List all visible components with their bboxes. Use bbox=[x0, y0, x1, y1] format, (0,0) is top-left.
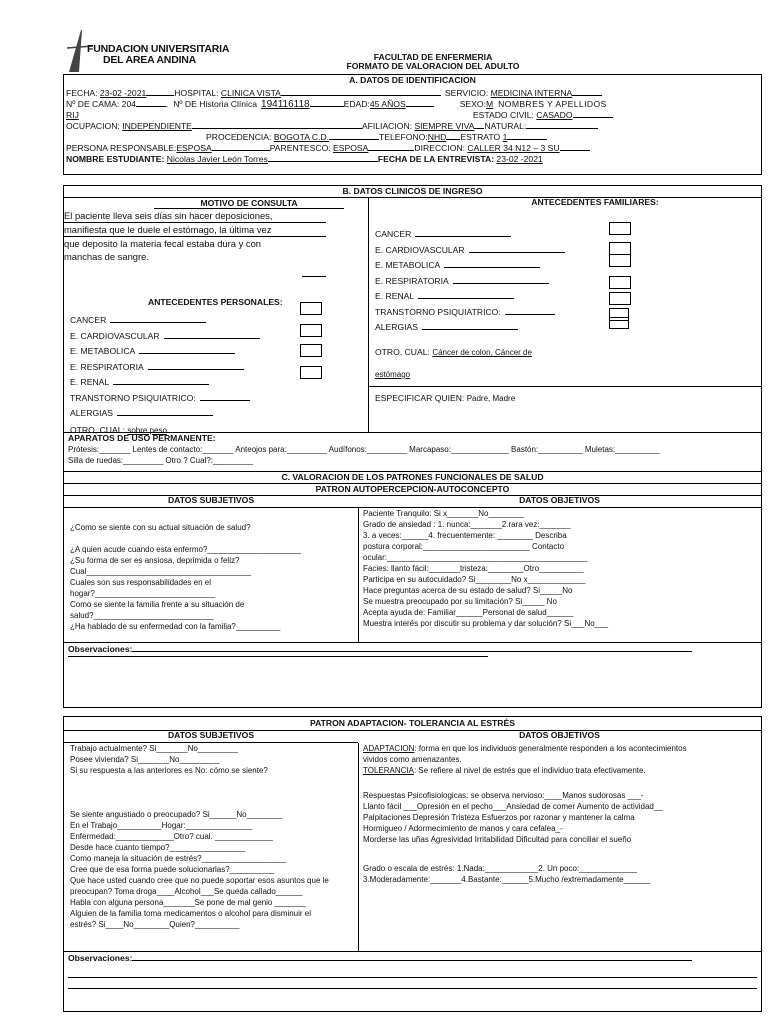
fill[interactable] bbox=[139, 345, 235, 354]
familiar-label-2: E. METABOLICA bbox=[375, 260, 441, 270]
fecha-label: FECHA: bbox=[66, 88, 100, 98]
section-b-body bbox=[64, 197, 761, 435]
hospital-value: CLINICA VISTA bbox=[220, 88, 281, 98]
fill[interactable] bbox=[422, 321, 518, 330]
aparatos-block bbox=[64, 432, 761, 466]
personales-list bbox=[70, 314, 260, 423]
aparatos-title: APARATOS DE USO PERMANENTE: bbox=[68, 433, 216, 443]
checkbox[interactable] bbox=[609, 292, 631, 305]
p1-obj-line-3: postura corporal:________________________ Contacto bbox=[363, 542, 565, 551]
edad-value: 45 AÑOS bbox=[369, 99, 406, 109]
p2-obj-list bbox=[358, 743, 761, 951]
obs-label-2: Observaciones: bbox=[68, 953, 133, 963]
p1-subj-line-7: Como se siente la familia frente a su situación de bbox=[70, 600, 245, 609]
fill bbox=[474, 120, 484, 129]
section-c-autopercepcion bbox=[63, 472, 762, 708]
especificar-label: ESPECIFICAR QUIEN: bbox=[375, 393, 467, 403]
section-b-right bbox=[368, 198, 761, 432]
hospital-label: HOSPITAL: bbox=[174, 88, 221, 98]
p2-subj-header: DATOS SUBJETIVOS bbox=[64, 731, 358, 743]
fill[interactable] bbox=[200, 392, 250, 401]
familiar-row-1 bbox=[375, 244, 565, 260]
procedencia-label: PROCEDENCIA: bbox=[206, 132, 274, 142]
fill[interactable] bbox=[415, 228, 511, 237]
personal-label-2: E. METABOLICA bbox=[70, 346, 136, 356]
p2-subheaders bbox=[64, 731, 761, 743]
p1-subj-line-1 bbox=[70, 533, 354, 544]
adaptacion-text: : forma en que los individuos generalmente responden a los acontecimientos bbox=[414, 744, 687, 753]
checkbox[interactable] bbox=[609, 317, 629, 329]
familiar-row-6 bbox=[375, 321, 565, 337]
otro-cual-label: OTRO, CUAL: bbox=[70, 425, 128, 435]
afiliacion-label: AFILIACION: bbox=[361, 121, 415, 131]
fill bbox=[68, 656, 488, 657]
estudiante-label: NOMBRE ESTUDIANTE: bbox=[66, 154, 167, 164]
obs-row-2 bbox=[68, 952, 757, 963]
fam-otro-row bbox=[375, 348, 532, 358]
p1-obj-line-10: Muestra interés por discutir su problema y dar solución? Si___No___ bbox=[363, 619, 609, 628]
row-rij bbox=[66, 109, 759, 120]
p1-body bbox=[64, 508, 761, 642]
p1-obj-line-8: Se muestra preocupado por su limitación? Si_____ No bbox=[363, 597, 557, 606]
p1-obj-line-6: Participa en su autocuidado? Si________No x_____________ bbox=[363, 575, 586, 584]
familiar-row-4 bbox=[375, 290, 565, 306]
obs-label-1: Observaciones: bbox=[68, 644, 133, 654]
fill bbox=[560, 142, 590, 151]
familiar-row-3 bbox=[375, 275, 565, 291]
p1-subj-line-9: ¿Ha hablado de su enfermedad con la familia?__________ bbox=[70, 622, 281, 631]
personal-label-0: CANCER bbox=[70, 315, 107, 325]
responsable-value: ESPOSA bbox=[176, 143, 212, 153]
familiares-list bbox=[375, 228, 565, 337]
nombres-label: NOMBRES Y APELLIDOS bbox=[498, 99, 607, 109]
ocupacion-value: INDEPENDIENTE bbox=[122, 121, 192, 131]
p2-obj-line-2: Palpitaciones Depresión Tristeza Esfuerzos por razonar y mantener la calma bbox=[363, 813, 635, 822]
row-ocupacion bbox=[66, 120, 759, 131]
p2-subj-line-11: Cree que de esa forma puede solucionarlas?__________ bbox=[70, 865, 275, 874]
p2-obj-header: DATOS OBJETIVOS bbox=[519, 730, 600, 740]
p2-body bbox=[64, 743, 761, 951]
p2-subj-list bbox=[64, 743, 358, 951]
familiar-label-1: E. CARDIOVASCULAR bbox=[375, 244, 465, 255]
p2-obj-line-0: Respuestas Psicofisiologicas: se observa nervioso:____Manos sudorosas ___- bbox=[363, 791, 644, 800]
servicio-value: MEDICINA INTERNA bbox=[490, 88, 573, 98]
row-fecha bbox=[66, 87, 759, 98]
fill bbox=[368, 142, 414, 151]
fill bbox=[136, 98, 166, 107]
p1-observaciones bbox=[64, 642, 761, 686]
patron-adaptacion-title: PATRON ADAPTACION- TOLERANCIA AL ESTRÉS bbox=[64, 717, 761, 731]
civil-value: CASADO bbox=[536, 110, 573, 120]
motivo-line-3: manchas de sangre. bbox=[64, 251, 149, 262]
familiar-label-4: E. RENAL bbox=[375, 291, 415, 301]
p2-obj-line-4: Morderse las uñas Agresividad Irritabilidad Dificultad para conciliar el sueño bbox=[363, 835, 632, 844]
fill bbox=[68, 977, 757, 978]
row-procedencia bbox=[66, 131, 759, 142]
row-responsable bbox=[66, 142, 759, 153]
checkbox[interactable] bbox=[609, 276, 631, 289]
familiar-row-0 bbox=[375, 228, 565, 244]
p2-obj-line-1: Llanto fácil ___Opresión en el pecho___Ansiedad de comer Aumento de actividad__ bbox=[363, 802, 663, 811]
aparatos-line-1: Prótesis:_______ Lentes de contacto:_______ Anteojos para:_________ Audífonos:_________ Marcapaso:_____________ Bastón:__________ Muletas:__________ bbox=[68, 445, 660, 454]
motivo-line-2: que deposito la materia fecal estaba dura y con bbox=[64, 238, 261, 249]
section-b-left bbox=[64, 198, 368, 435]
responsable-label: PERSONA RESPONSABLE: bbox=[66, 143, 177, 153]
fam-otro-value-2: estómago bbox=[375, 370, 411, 379]
grado-line-1: Grado o escala de estrés: 1.Nada:____________2. Un poco:_____________ bbox=[363, 864, 637, 873]
otro-cual-value: sobre peso bbox=[127, 426, 167, 435]
fill[interactable] bbox=[117, 407, 213, 416]
historia-label: Nº DE Historia Clínica bbox=[173, 99, 258, 109]
especificar-value: Padre, Madre bbox=[466, 394, 516, 403]
fill bbox=[310, 98, 344, 107]
p2-subj-line-13: preocupan? Toma droga____Alcohol___Se queda callado______ bbox=[70, 887, 303, 896]
form-titles bbox=[303, 53, 563, 72]
fill bbox=[329, 131, 379, 140]
fam-otro-label: OTRO, CUAL: bbox=[375, 347, 433, 357]
fill[interactable] bbox=[110, 314, 206, 323]
cama-value: 204 bbox=[121, 99, 137, 109]
rij-value: RIJ bbox=[66, 110, 79, 120]
personal-label-6: ALERGIAS bbox=[70, 408, 113, 418]
familiares-title: ANTECEDENTES FAMILIARES: bbox=[531, 197, 659, 207]
fecha-value: 23-02 -2021 bbox=[99, 88, 147, 98]
ocupacion-label: OCUPACION: bbox=[66, 121, 123, 131]
familiar-row-2 bbox=[375, 259, 565, 275]
p2-subj-line-15: Alguien de la familia toma medicamentos o alcohol para disminuir el bbox=[70, 909, 312, 918]
checkbox[interactable] bbox=[609, 222, 631, 235]
p2-obj-line-3: Hormigueo / Adormecimiento de manos y cara cefalea_- bbox=[363, 824, 563, 833]
obs-row bbox=[68, 643, 757, 654]
p2-subj-line-4 bbox=[70, 787, 354, 798]
checkbox[interactable] bbox=[300, 324, 322, 337]
fill bbox=[507, 131, 547, 140]
p1-obj-line-5: Facies: llanto fácil:_______tristeza:________Otro__________ bbox=[363, 564, 584, 573]
checkbox[interactable] bbox=[609, 254, 631, 267]
sexo-label: SEXO: bbox=[459, 99, 486, 109]
fill bbox=[192, 120, 362, 129]
p2-subj-line-5 bbox=[70, 798, 354, 809]
direccion-value: CALLER 34 N12 – 3 SU bbox=[467, 143, 560, 153]
section-c-adaptacion bbox=[63, 716, 762, 1012]
personal-row-5 bbox=[70, 392, 260, 408]
form-header bbox=[63, 0, 762, 74]
servicio-label: SERVICIO: bbox=[444, 88, 491, 98]
section-b-title: B. DATOS CLINICOS DE INGRESO bbox=[64, 186, 761, 198]
checkbox[interactable] bbox=[300, 366, 322, 379]
p2-subj-line-0: Trabajo actualmente? Si_______No_________ bbox=[70, 744, 238, 753]
fill bbox=[268, 153, 378, 162]
entrevista-value: 23-02 -2021 bbox=[496, 154, 543, 164]
fill bbox=[526, 120, 598, 129]
motivo-title: MOTIVO DE CONSULTA bbox=[154, 198, 344, 209]
fill bbox=[132, 952, 692, 961]
fill bbox=[572, 87, 602, 96]
p1-subj-header: DATOS SUBJETIVOS bbox=[167, 495, 255, 505]
section-c-title: C. VALORACION DE LOS PATRONES FUNCIONALES DE SALUD bbox=[64, 472, 761, 484]
personal-row-3 bbox=[70, 361, 260, 377]
p1-obj-line-7: Hace preguntas acerca de su estado de salud? Si_____No bbox=[363, 586, 573, 595]
procedencia-value: BOGOTA C.D. bbox=[273, 132, 330, 142]
afiliacion-value: SIEMPRE VIVA bbox=[414, 121, 475, 131]
university-name bbox=[87, 44, 229, 66]
fill[interactable] bbox=[505, 306, 555, 315]
fill bbox=[212, 142, 270, 151]
p1-subj-line-0: ¿Como se siente con su actual situación de salud? bbox=[70, 523, 251, 532]
fill[interactable] bbox=[148, 361, 244, 370]
motivo-line bbox=[302, 276, 326, 277]
familiar-label-3: E. RESPIRATORIA bbox=[375, 275, 449, 286]
fill bbox=[573, 109, 613, 118]
tolerancia-label: TOLERANCIA bbox=[363, 766, 414, 775]
p1-obj-line-0: Paciente Tranquilo: Si x_______No________ bbox=[363, 509, 525, 518]
p2-subj-line-6: Se siente angustiado o preocupado? Si______No________ bbox=[70, 810, 283, 819]
personal-label-1: E. CARDIOVASCULAR bbox=[70, 330, 160, 341]
p2-subj-line-8: Enfermedad:_____________Otro? cual. _____________ bbox=[70, 832, 273, 841]
p2-respuestas bbox=[363, 790, 757, 845]
estrato-value: 1 bbox=[502, 132, 508, 142]
p2-observaciones bbox=[64, 951, 761, 989]
p1-subheaders bbox=[64, 496, 761, 508]
p2-subj-line-9: Desde hace cuanto tiempo?_________________ bbox=[70, 843, 246, 852]
fill bbox=[146, 87, 174, 96]
fill[interactable] bbox=[113, 376, 209, 385]
p1-obj-line-4: ocular:_____________________________________________ bbox=[363, 553, 588, 562]
p1-subj-line-3: ¿Su forma de ser es ansiosa, deprimida o feliz? bbox=[70, 556, 240, 565]
motivo-line-1: manifiesta que le duele el estómago, la última vez bbox=[64, 223, 326, 237]
familiar-label-6: ALERGIAS bbox=[375, 322, 418, 332]
aparatos-line-2: Silla de ruedas:_________ Otro ? Cual?:_________ bbox=[68, 456, 254, 465]
telefono-value: NHD bbox=[427, 132, 447, 142]
grado-line-2: 3.Moderadamente:_______4.Bastante:______5.Mucho /extremadamente______ bbox=[363, 875, 651, 884]
fam-otro-value: Cáncer de colon, Cáncer de bbox=[432, 348, 532, 357]
fill bbox=[446, 131, 460, 140]
especificar-row bbox=[375, 394, 515, 404]
otro-cual-row bbox=[70, 426, 167, 436]
fill[interactable] bbox=[444, 259, 540, 268]
fill bbox=[68, 988, 757, 989]
personal-row-1 bbox=[70, 330, 260, 346]
fill[interactable] bbox=[469, 244, 565, 253]
familiar-row-5 bbox=[375, 306, 565, 322]
familiar-label-5: TRANSTORNO PSIQUIATRICO: bbox=[375, 306, 501, 317]
row-cama: Nº DE CAMA: 204 . Nº DE Historia Clínica 194116118 EDAD:45 AÑOS SEXO:M NOMBRES Y APELLIDOS bbox=[66, 99, 607, 109]
personal-label-5: TRANSTORNO PSIQUIATRICO: bbox=[70, 392, 196, 403]
p1-subj-line-8: salud?___________________________ bbox=[70, 611, 214, 620]
p1-subj-line-2: ¿A quien acude cuando esta enfermo?_____________________ bbox=[70, 545, 301, 554]
p1-obj-line-2: 3. a veces:______4. frecuentemente: ________ Describa bbox=[363, 531, 567, 540]
personal-label-3: E. RESPIRATORIA bbox=[70, 361, 144, 372]
fill[interactable] bbox=[164, 330, 260, 339]
familiar-label-0: CANCER bbox=[375, 229, 412, 239]
estudiante-value: Nicolas Javier León Torres bbox=[166, 154, 268, 164]
patron-autopercepcion-title: PATRON AUTOPERCEPCION-AUTOCONCEPTO bbox=[64, 484, 761, 496]
fill[interactable] bbox=[418, 290, 514, 299]
entrevista-label: FECHA DE LA ENTREVISTA: bbox=[377, 154, 497, 164]
personal-row-2 bbox=[70, 345, 260, 361]
university-name-line1: FUNDACION UNIVERSITARIA bbox=[87, 43, 230, 55]
p1-obj-line-9: Acepta ayuda de: Familiar______Personal de salud______ bbox=[363, 608, 574, 617]
section-b-clinical bbox=[63, 185, 762, 472]
personal-row-4 bbox=[70, 376, 260, 392]
telefono-label: TELEFONO: bbox=[379, 132, 428, 142]
adaptacion-label: ADAPTACION bbox=[363, 744, 415, 753]
personales-title: ANTECEDENTES PERSONALES: bbox=[148, 297, 283, 307]
motivo-text bbox=[64, 209, 368, 263]
edad-label: EDAD: bbox=[343, 99, 370, 109]
historia-value: 194116118 bbox=[261, 99, 310, 109]
p2-subj-line-7: En el Trabajo__________Hogar:_______________ bbox=[70, 821, 253, 830]
p1-subj-line-4: Cual_____________________________________ bbox=[70, 567, 252, 576]
parentesco-label: PARENTESCO: bbox=[269, 143, 334, 153]
section-a-identification bbox=[63, 74, 762, 175]
p2-subj-line-2: Si su respuesta a las anteriores es No: cómo se siente? bbox=[70, 766, 268, 775]
p1-subj-line-6: hogar?___________________________ bbox=[70, 589, 216, 598]
p1-subj-line-5: Cuales son sus responsabilidades en el bbox=[70, 578, 211, 587]
personal-label-4: E. RENAL bbox=[70, 377, 110, 387]
direccion-label: DIRECCION: bbox=[414, 143, 468, 153]
parentesco-value: ESPOSA bbox=[333, 143, 369, 153]
p1-obj-header: DATOS OBJETIVOS bbox=[519, 495, 600, 505]
civil-label: ESTADO CIVIL: bbox=[472, 110, 537, 120]
p2-subj-line-16: estrés? Si____No________Quien?__________ bbox=[70, 920, 240, 929]
p1-obj-line-1: Grado de ansiedad : 1. nunca:_______2.rara vez:_______ bbox=[363, 520, 571, 529]
p2-subj-line-14: Habla con alguna persona_______Se pone de mal genio _______ bbox=[70, 898, 306, 907]
natural-label: NATURAL: bbox=[484, 121, 527, 131]
divider bbox=[369, 386, 761, 387]
p1-obj-list bbox=[358, 508, 761, 642]
adaptacion-text-2: vividos como amenazantes. bbox=[363, 755, 462, 764]
university-name-line2: DEL AREA ANDINA bbox=[103, 54, 197, 67]
fill bbox=[281, 87, 441, 96]
motivo-line-0: El paciente lleva seis días sin hacer deposiciones, bbox=[64, 209, 326, 223]
faculty-title: FACULTAD DE ENFERMERIA bbox=[373, 52, 493, 62]
fill bbox=[132, 643, 692, 652]
form-title: FORMATO DE VALORACION DEL ADULTO bbox=[346, 61, 520, 72]
estrato-label: ESTRATO bbox=[460, 132, 503, 142]
fill bbox=[406, 98, 434, 107]
p1-subj-list bbox=[64, 508, 358, 642]
row-estudiante bbox=[66, 153, 759, 164]
p2-subj-line-1: Posee vivienda? Si_______No_________ bbox=[70, 755, 220, 764]
section-a-title: A. DATOS DE IDENTIFICACION bbox=[349, 75, 476, 85]
fill bbox=[66, 131, 206, 140]
fill[interactable] bbox=[453, 275, 549, 284]
tolerancia-text: : Se refiere al nivel de estrés que el individuo trata efectivamente. bbox=[413, 766, 646, 775]
checkbox[interactable] bbox=[300, 344, 322, 357]
p2-subj-line-12: Que hace usted cuando cree que no puede soportar esos asuntos que le bbox=[70, 876, 329, 885]
checkbox[interactable] bbox=[300, 302, 322, 315]
p2-subj-line-10: Como maneja la situación de estrés?___________________ bbox=[70, 854, 287, 863]
personal-row-0 bbox=[70, 314, 260, 330]
sexo-value: M bbox=[485, 99, 494, 109]
personal-row-6 bbox=[70, 407, 260, 423]
p2-subj-line-3 bbox=[70, 776, 354, 787]
cama-label: Nº DE CAMA: bbox=[66, 99, 122, 109]
